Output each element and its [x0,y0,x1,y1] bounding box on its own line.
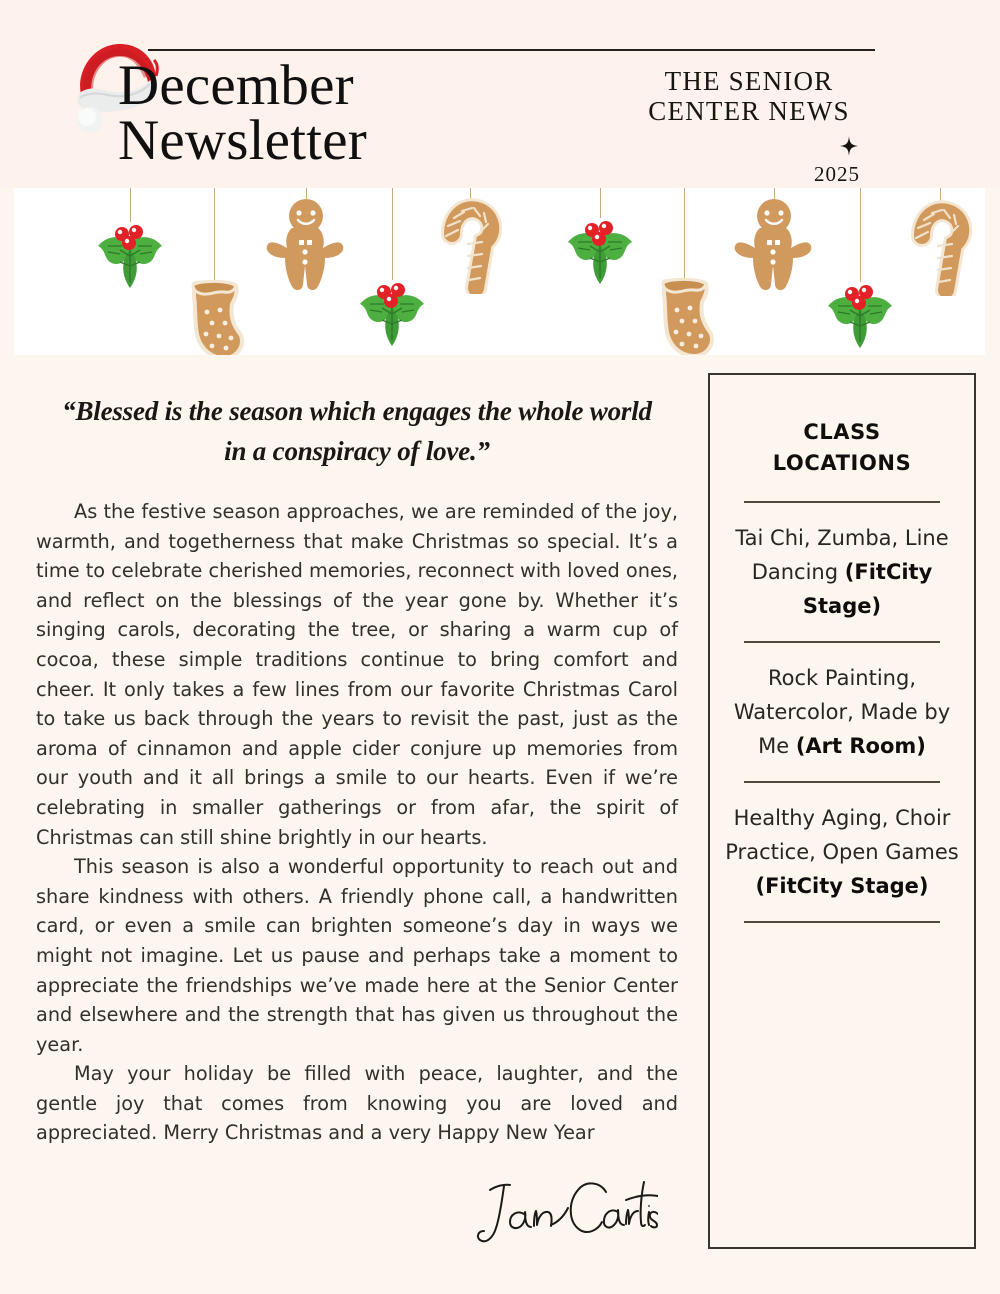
gingerbread-man-icon [261,196,351,297]
holly-icon [350,274,434,355]
signature-script-icon [468,1170,658,1256]
holly-icon [818,276,902,355]
class-locations-panel [708,373,976,1249]
stocking-icon [176,278,252,355]
class-list: Tai Chi, Zumba, Line Dancing [735,526,949,584]
ornament-banner [14,188,985,355]
sidebar-title-line-1: CLASS [803,420,881,444]
hanging-string [860,188,861,282]
content-area [0,355,1000,1294]
quote-line-1: “Blessed is the season which engages the whole world [62,396,652,426]
stocking-icon [646,276,722,355]
holly-icon [558,212,642,293]
masthead [0,0,1000,188]
class-location: (FitCity Stage) [802,560,933,618]
sidebar-divider [744,781,940,783]
class-location-entry [710,521,974,623]
sidebar-title-line-2: LOCATIONS [772,451,912,475]
class-location: (FitCity Stage) [755,874,929,898]
candy-cane-icon [908,200,972,301]
title-line-newsletter: Newsletter [118,109,367,172]
signature [36,1170,678,1260]
publication-year: 2025 [814,162,860,186]
article-paragraph-1: As the festive season approaches, we are reminded of the joy, warmth, and togetherness that make Christmas so special. It’s a time to celebrate cherished memories, reconnect with loved ones, and reflect on the blessings of the year gone by. Whether it’s singing carols, decorating the tree, or sharing a warm cup of cocoa, these simple traditions continue to bring comfort and cheer. It only takes a few lines from our favorite Christmas Carol to take us back through the years to revisit the past, just as the aroma of cinnamon and apple cider conjure up memories from our youth and it all brings a smile to our hearts. Even if we’re celebrating in smaller gatherings or from afar, the spirit of Christmas can still shine brightly in our hearts. [36,500,678,849]
class-list: Healthy Aging, Choir Practice, Open Games [725,806,959,864]
sidebar-divider [744,641,940,643]
publication-line-1: THE SENIOR [664,66,834,96]
sidebar-title [710,417,974,479]
class-location-entry [710,801,974,903]
hanging-string [214,188,215,284]
header-divider-rule [148,49,875,51]
title-line-month: December [118,54,354,117]
class-list: Rock Painting, Watercolor, Made by Me [733,666,951,758]
newsletter-title [118,54,548,172]
article-column [36,373,678,1260]
four-point-star-icon [620,136,878,161]
publication-line-2: CENTER NEWS [648,96,850,126]
quote-line-2: in a conspiracy of love.” [224,436,490,466]
article-paragraph-3: May your holiday be filled with peace, laughter, and the gentle joy that comes from knowing you are loved and appreciated. Merry Christmas and a very Happy New Year [36,1062,678,1145]
sidebar-divider [744,921,940,923]
sidebar-divider [744,501,940,503]
class-location-entry [710,661,974,763]
hanging-string [392,188,393,280]
pull-quote [36,373,678,471]
class-location: (Art Room) [795,734,926,758]
holly-icon [88,216,172,297]
hanging-string [684,188,685,282]
publication-block [620,66,878,187]
article-paragraph-2: This season is also a wonderful opportunity to reach out and share kindness with others. A friendly phone call, a handwritten card, or even a smile can brighten someone’s day in ways we might not imagine. Let us pause and perhaps take a moment to appreciate the friendships we’ve made here at the Senior Center and elsewhere and the strength that has given us throughout the year. [36,855,678,1056]
candy-cane-icon [438,198,502,299]
gingerbread-man-icon [729,196,819,297]
